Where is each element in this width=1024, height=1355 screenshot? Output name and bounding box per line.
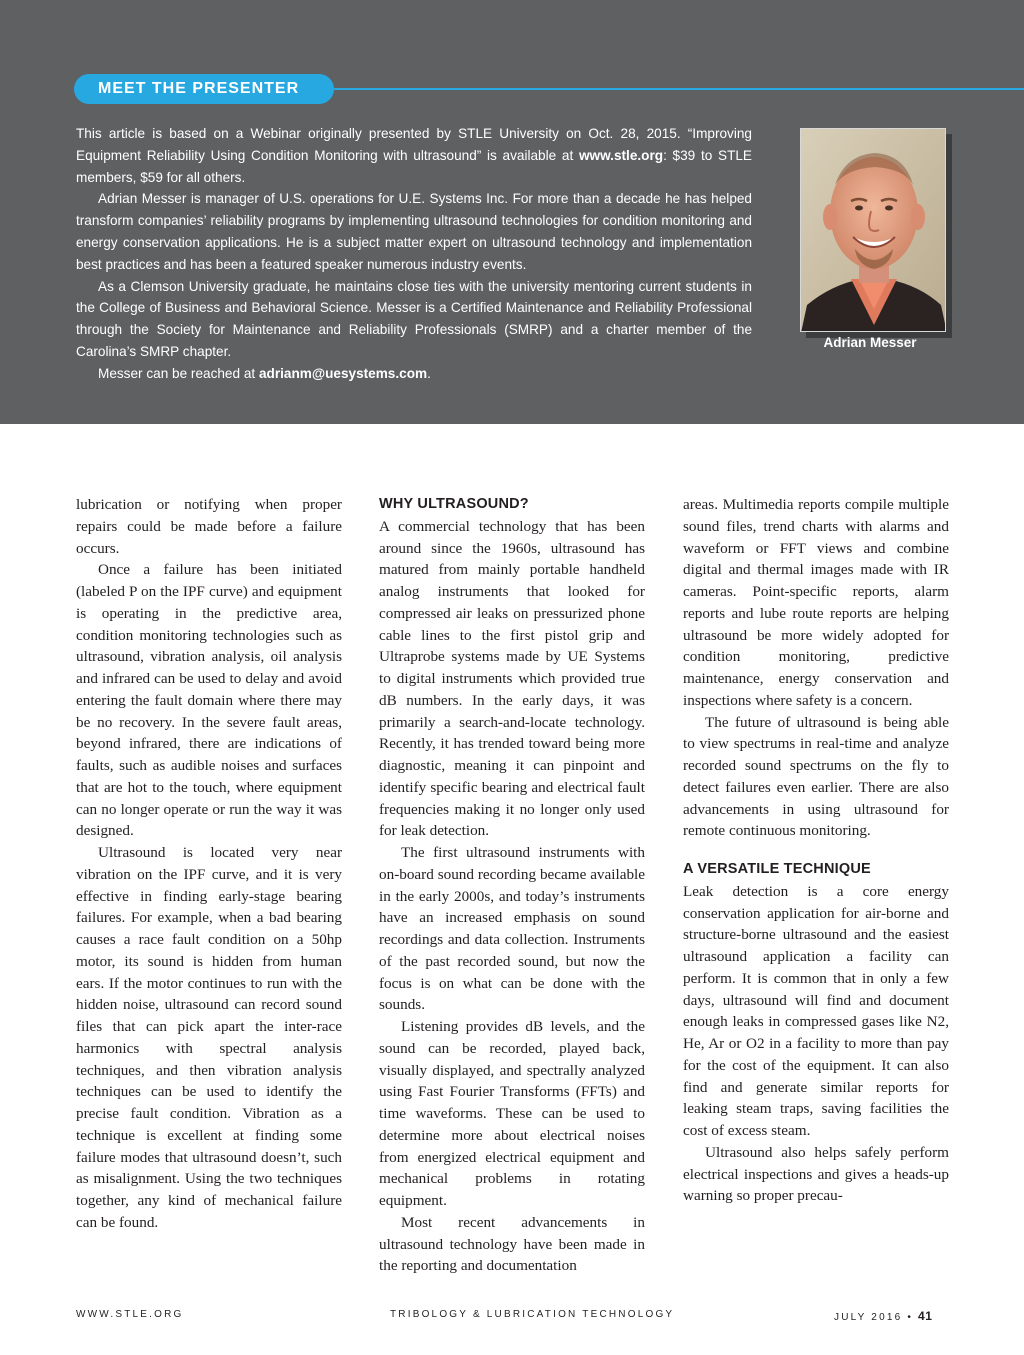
column2-paragraph: A commercial technology that has been around since the 1960s, ultrasound has matured from mainly portable handheld analog instruments that looked for compressed air leaks on pressurized phone cable lines to the first pistol grip and Ultraprobe systems made by UE Systems to digital instruments which provided true dB numbers. In the early days, it was primarily a search-and-locate technology. Recently, it has trended toward being more diagnostic, meaning it can pinpoint and identify specific bearing and electrical fault frequencies making it no longer only used for leak detection. bbox=[379, 517, 645, 840]
stle-link[interactable]: www.stle.org bbox=[578, 147, 664, 163]
column1-paragraph: Once a failure has been initiated (labeled P on the IPF curve) and equipment is operating in the predictive area, condition monitoring technologies such as ultrasound, vibration analysis, oil analysis and infrared can be used to delay and avoid entering the fault domain where there may be no recovery. In the severe fault areas, beyond infrared, there are indications of faults, such as audible noises and surfaces that are hot to the touch, where equipment can no longer operate or run the way it was designed. bbox=[76, 561, 342, 840]
versatile-technique-heading: A VERSATILE TECHNIQUE bbox=[683, 861, 871, 877]
email-link[interactable]: adrianm@uesystems.com bbox=[258, 365, 428, 381]
column3-paragraph: Ultrasound also helps safely perform electrical inspections and gives a heads-up warning so proper precau- bbox=[683, 1143, 949, 1205]
article-column-1 bbox=[76, 494, 342, 1234]
why-ultrasound-heading: WHY ULTRASOUND? bbox=[379, 496, 529, 512]
column2-paragraph: Most recent advancements in ultrasound technology have been made in the reporting and documentation bbox=[379, 1213, 645, 1275]
column2-paragraph: Listening provides dB levels, and the sound can be recorded, played back, visually displayed, and spectrally analyzed using Fast Fourier Transforms (FFTs) and time waveforms. These can be used to determine more about electrical noises from energized electrical equipment and mechanical problems in rotating equipment. bbox=[379, 1018, 645, 1209]
intro-paragraph: This article is based on a Webinar originally presented by STLE University on Oct. 28, 2015. “Improving Equipment Reliability Using Condition Monitoring with ultrasound” is available at www.stle.org: $39 to STLE members, $59 for all others. bbox=[76, 126, 752, 185]
column3-paragraph: The future of ultrasound is being able to view spectrums in real-time and analyze recorded sound spectrums on the fly to detect failures even earlier. There are also advancements in using ultrasound for remote continuous monitoring. bbox=[683, 713, 949, 840]
photo-caption: Adrian Messer bbox=[823, 335, 917, 350]
column1-paragraph: Ultrasound is located very near vibration on the IPF curve, and it is very effective in finding early-stage bearing failures. For example, when a bad bearing causes a race fault condition on a 50hp motor, its sound is hidden from human ears. If the motor continues to run with the hidden noise, ultrasound can record sound files that can pick apart the inter-race harmonics with spectral analysis techniques, and then vibration analysis techniques can be used to identify the precise fault condition. Vibration as a technique is excellent at finding some failure modes that ultrasound doesn’t, such as misalignment. Using the two techniques together, any kind of mechanical failure can be found. bbox=[76, 844, 342, 1231]
bio-paragraph-1: Adrian Messer is manager of U.S. operations for U.E. Systems Inc. For more than a decade he has helped transform companies’ reliability programs by implementing ultrasound technologies for condition monitoring and energy conservation applications. He is a subject matter expert on ultrasound technology and implementation best practices and has been a featured speaker numerous industry events. bbox=[76, 191, 752, 272]
footer-publication: TRIBOLOGY & LUBRICATION TECHNOLOGY bbox=[390, 1309, 675, 1320]
article-column-2 bbox=[379, 494, 645, 1277]
footer-website[interactable]: WWW.STLE.ORG bbox=[76, 1309, 184, 1320]
column3-paragraph: Leak detection is a core energy conservation application for air-borne and structure-borne ultrasound and the easiest ultrasound application a facility can perform. It is common that in only a few days, ultrasound will find and document enough leaks in compressed gases like N2, He, Ar or O2 in a facility to more than pay for the cost of the equipment. It can also find and generate similar reports for leaking steam traps, saving facilities the cost of excess steam. bbox=[683, 882, 949, 1139]
bio-paragraph-2: As a Clemson University graduate, he maintains close ties with the university mentoring current students in the College of Business and Behavioral Science. Messer is a Certified Maintenance and Reliability Professional through the Society for Maintenance and Reliability Professionals (SMRP) and a charter member of the Carolina’s SMRP chapter. bbox=[76, 278, 752, 359]
footer-issue: JULY 2016 • 41 bbox=[834, 1309, 933, 1323]
presenter-photo bbox=[800, 128, 946, 332]
article-column-3 bbox=[683, 494, 949, 1207]
page-number: 41 bbox=[918, 1309, 933, 1323]
presenter-intro bbox=[76, 123, 752, 385]
footer-separator: • bbox=[907, 1312, 914, 1323]
meet-the-presenter-badge: MEET THE PRESENTER bbox=[74, 74, 334, 104]
column3-paragraph: areas. Multimedia reports compile multiple sound files, trend charts with alarms and waveform or FFT views and combine digital and thermal images made with IR cameras. Point-specific reports, alarm reports and lube route reports are helping ultrasound be more widely adopted for condition monitoring, predictive maintenance, energy conservation and inspections where safety is a concern. bbox=[683, 496, 949, 709]
portrait-illustration bbox=[801, 129, 946, 332]
column1-paragraph: lubrication or notifying when proper repairs could be made before a failure occurs. bbox=[76, 496, 342, 557]
column2-paragraph: The first ultrasound instruments with on-board sound recording became available in the early 2000s, and today’s instruments have an increased emphasis on sound recordings and data collection. Instruments of the past recorded sound, but now the focus is on what can be done with the sounds. bbox=[379, 844, 645, 1014]
contact-paragraph: Messer can be reached at adrianm@uesystems.com. bbox=[98, 365, 431, 381]
